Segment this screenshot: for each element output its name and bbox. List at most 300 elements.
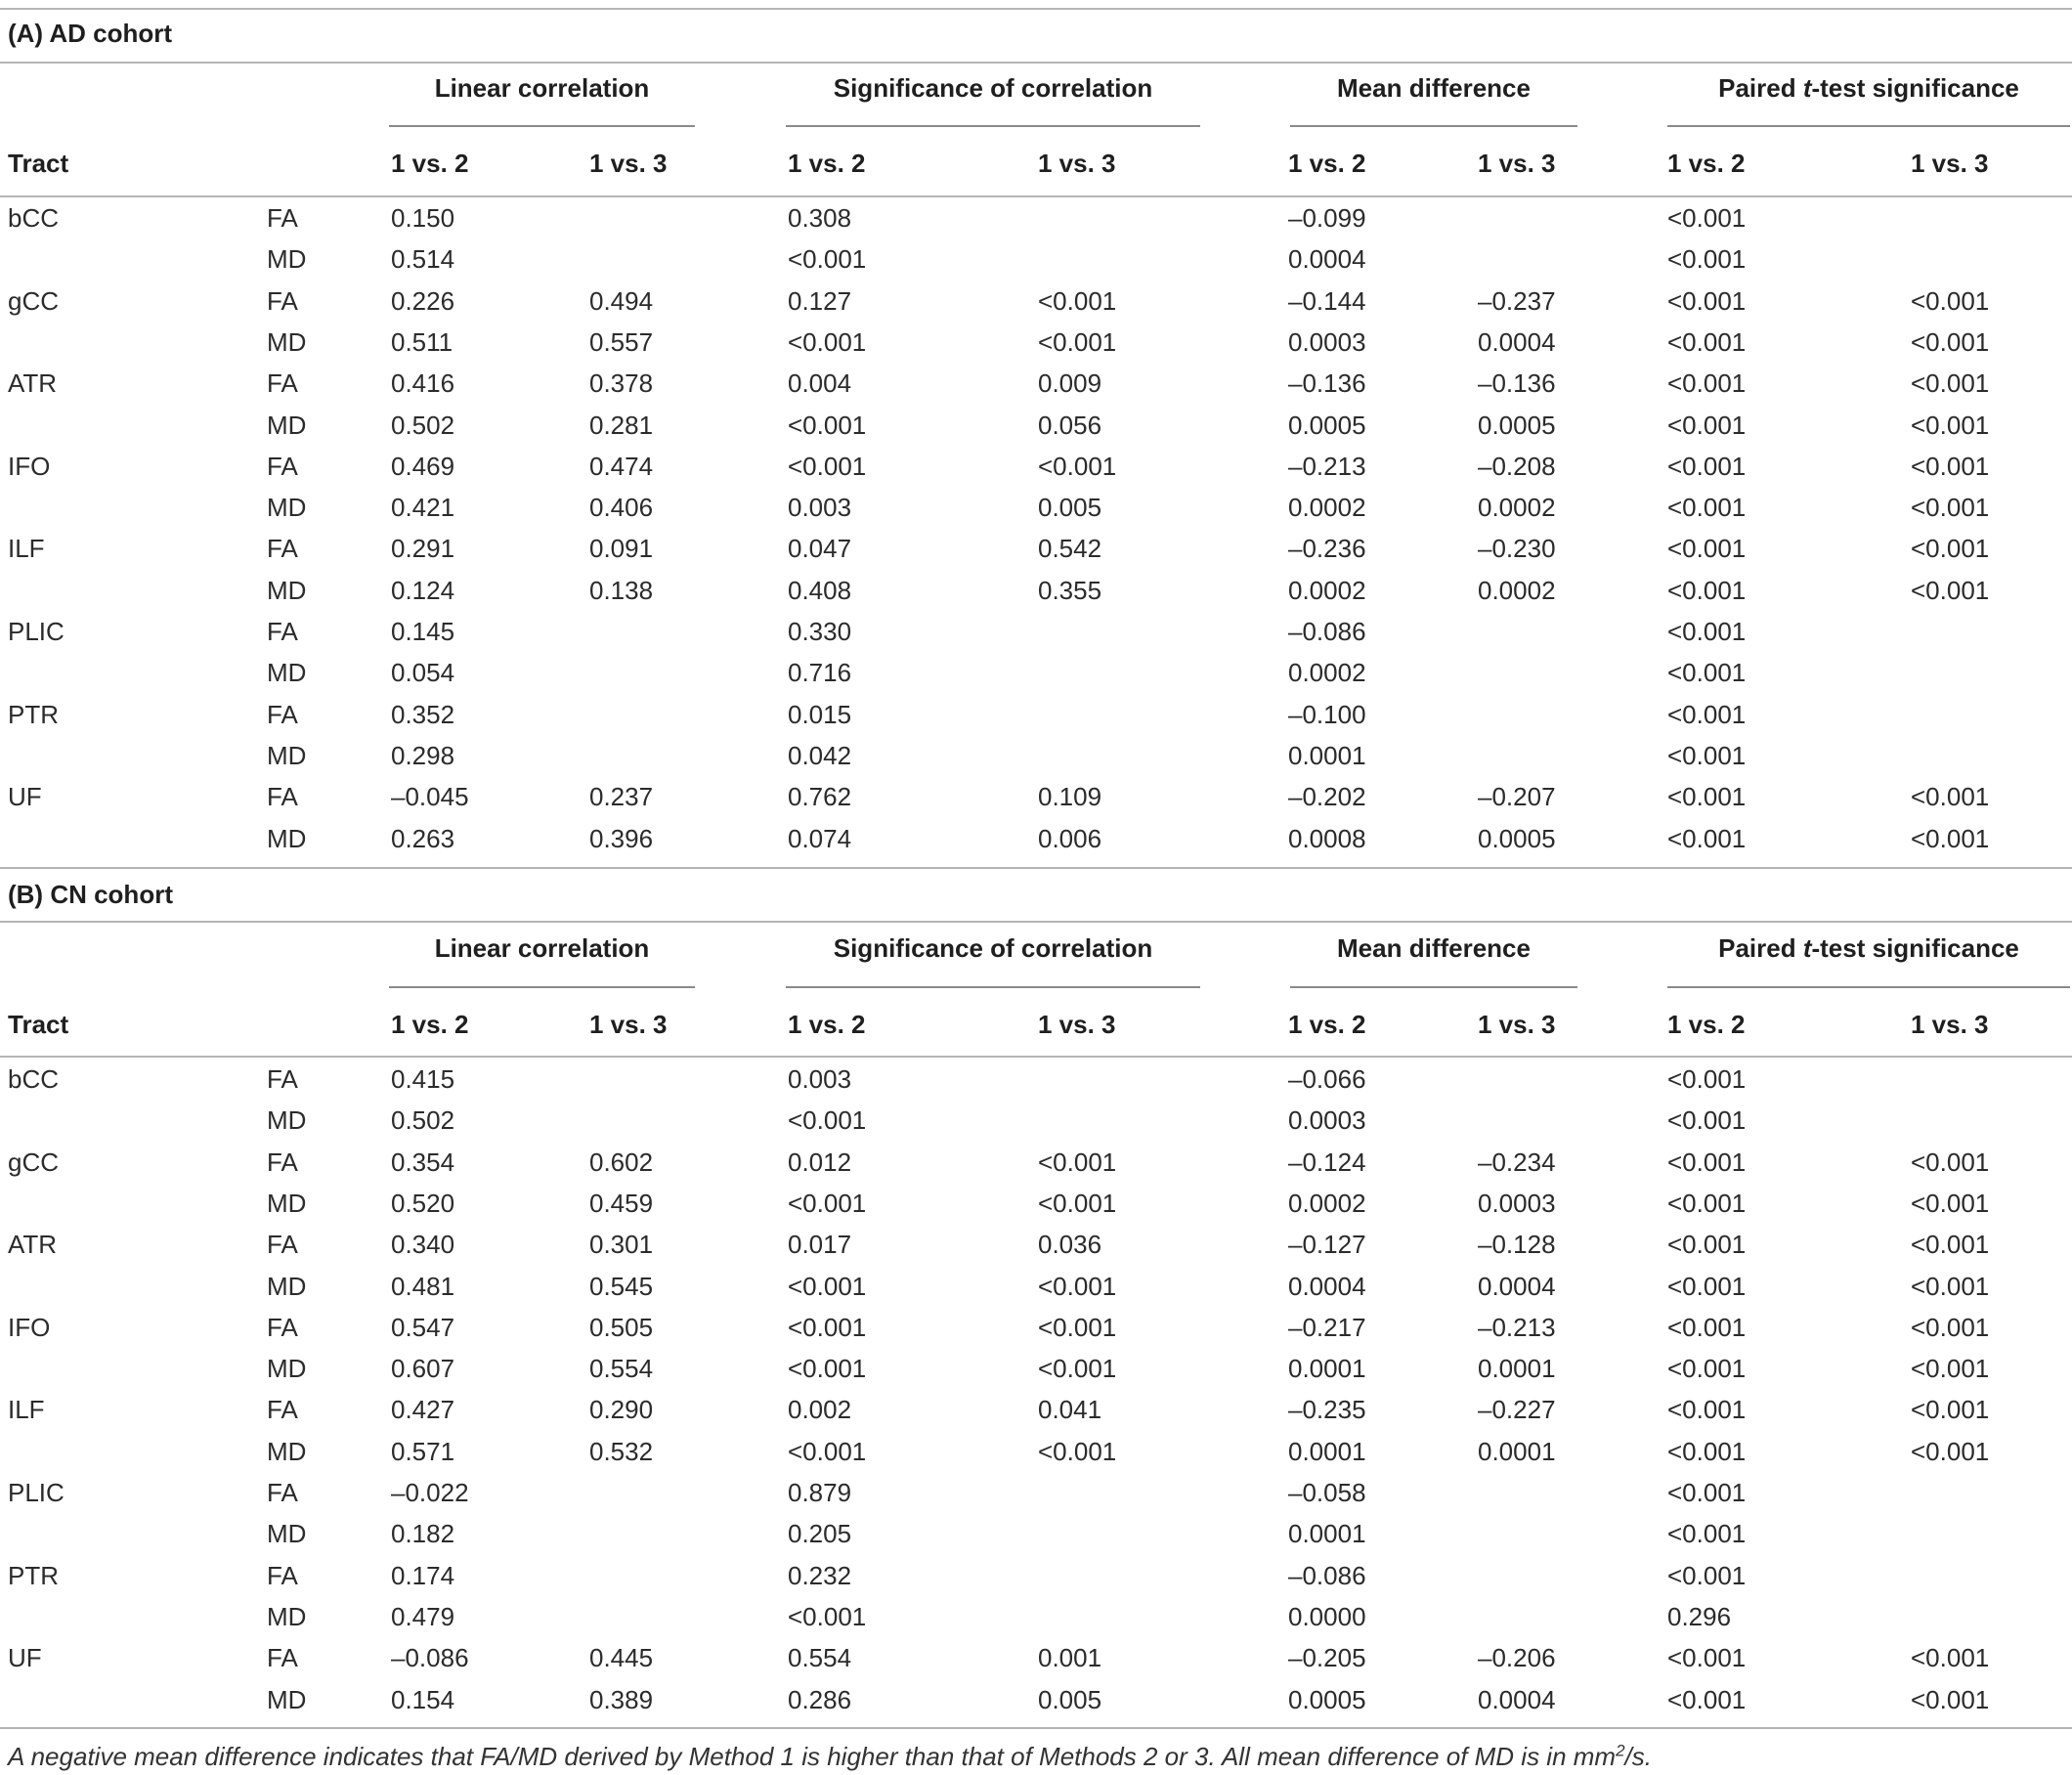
ad-cohort-col-header-lc12: 1 vs. 2 xyxy=(391,149,469,178)
paired-t-italic: t xyxy=(1802,73,1812,103)
cn-cohort-cell-pt13: <0.001 xyxy=(1911,1684,1990,1714)
cn-cohort-col-header-md13: 1 vs. 3 xyxy=(1478,1010,1556,1039)
cn-cohort-cell-pt12: <0.001 xyxy=(1667,1643,1747,1673)
cn-cohort-cell-md12: –0.124 xyxy=(1288,1147,1366,1177)
ad-cohort-row-metric-label: FA xyxy=(267,699,298,729)
ad-cohort-row-tract-label: bCC xyxy=(8,203,60,233)
cn-cohort-row-metric-label: MD xyxy=(267,1105,307,1136)
cn-cohort-group-header-significance: Significance of correlation xyxy=(833,933,1153,963)
ad-cohort-cell-pt12: <0.001 xyxy=(1667,451,1747,481)
cn-cohort-cell-md12: –0.086 xyxy=(1288,1560,1366,1590)
cn-cohort-col-header-sc13: 1 vs. 3 xyxy=(1038,1010,1116,1039)
ad-cohort-row-metric-label: FA xyxy=(267,782,298,812)
cn-cohort-row-metric-label: FA xyxy=(267,1147,298,1177)
cn-cohort-cell-pt12: <0.001 xyxy=(1667,1147,1747,1177)
ad-cohort-row-metric-label: FA xyxy=(267,451,298,481)
cn-cohort-col-header-tract: Tract xyxy=(8,1010,69,1039)
cn-cohort-cell-sc12: 0.205 xyxy=(788,1519,852,1549)
paired-prefix: Paired xyxy=(1718,73,1803,103)
cn-cohort-group-header-mean-difference: Mean difference xyxy=(1337,933,1531,963)
ad-cohort-cell-pt13: <0.001 xyxy=(1911,451,1990,481)
ad-cohort-cell-pt12: <0.001 xyxy=(1667,244,1747,275)
ad-cohort-col-header-lc13: 1 vs. 3 xyxy=(589,149,668,178)
cn-cohort-cell-md12: –0.066 xyxy=(1288,1064,1366,1094)
ad-cohort-cell-md12: 0.0005 xyxy=(1288,410,1366,440)
cn-cohort-cell-sc13: <0.001 xyxy=(1038,1188,1117,1218)
cn-cohort-cell-lc12: 0.502 xyxy=(391,1105,455,1136)
ad-cohort-row-tract-label: ILF xyxy=(8,534,45,564)
ad-cohort-cell-lc12: 0.145 xyxy=(391,617,455,646)
ad-cohort-cell-md12: –0.136 xyxy=(1288,368,1366,399)
cn-cohort-cell-sc12: 0.017 xyxy=(788,1230,852,1260)
cn-cohort-col-header-lc12: 1 vs. 2 xyxy=(391,1010,469,1039)
cn-cohort-cell-pt13: <0.001 xyxy=(1911,1188,1990,1218)
ad-cohort-cell-pt12: <0.001 xyxy=(1667,740,1747,770)
cn-cohort-cell-lc12: 0.547 xyxy=(391,1312,455,1342)
ad-cohort-cell-md12: –0.086 xyxy=(1288,617,1366,646)
cn-cohort-cell-md12: 0.0000 xyxy=(1288,1601,1366,1631)
cn-cohort-header-rule xyxy=(0,1056,2072,1058)
ad-cohort-col-header-pt12: 1 vs. 2 xyxy=(1667,149,1746,178)
cn-cohort-row-metric-label: FA xyxy=(267,1643,298,1673)
cn-cohort-cell-pt12: 0.296 xyxy=(1667,1601,1732,1631)
cn-cohort-cell-lc12: –0.022 xyxy=(391,1478,469,1507)
cn-cohort-cell-sc12: <0.001 xyxy=(788,1105,867,1136)
cn-cohort-cell-pt12: <0.001 xyxy=(1667,1271,1747,1301)
ad-cohort-cell-md12: 0.0002 xyxy=(1288,658,1366,688)
cn-cohort-group-header-paired-ttest-underline xyxy=(1667,986,2070,988)
ad-cohort-col-header-md13: 1 vs. 3 xyxy=(1478,149,1556,178)
cn-cohort-cell-pt13: <0.001 xyxy=(1911,1230,1990,1260)
cn-cohort-cell-sc12: 0.003 xyxy=(788,1064,852,1094)
ad-cohort-cell-md12: 0.0003 xyxy=(1288,326,1366,357)
cn-cohort-row-metric-label: FA xyxy=(267,1560,298,1590)
ad-cohort-row-tract-label: PTR xyxy=(8,699,59,729)
cn-cohort-cell-lc13: 0.545 xyxy=(589,1271,654,1301)
cn-cohort-cell-md13: –0.227 xyxy=(1478,1395,1556,1425)
cn-cohort-cell-lc12: 0.520 xyxy=(391,1188,455,1218)
ad-cohort-group-header-significance-underline xyxy=(786,125,1200,127)
cn-cohort-cell-md12: –0.235 xyxy=(1288,1395,1366,1425)
ad-cohort-cell-pt12: <0.001 xyxy=(1667,410,1747,440)
ad-cohort-row-metric-label: MD xyxy=(267,326,307,357)
ad-cohort-cell-pt12: <0.001 xyxy=(1667,203,1747,233)
ad-cohort-cell-sc12: 0.330 xyxy=(788,617,852,646)
ad-cohort-section-title: (A) AD cohort xyxy=(8,19,173,48)
ad-cohort-cell-pt12: <0.001 xyxy=(1667,823,1747,853)
ad-cohort-cell-md13: 0.0005 xyxy=(1478,410,1556,440)
ad-cohort-row-tract-label: ATR xyxy=(8,368,58,399)
cn-cohort-col-header-pt12: 1 vs. 2 xyxy=(1667,1010,1746,1039)
ad-cohort-cell-lc12: 0.421 xyxy=(391,493,455,523)
cn-cohort-row-metric-label: MD xyxy=(267,1354,307,1384)
ad-cohort-row-metric-label: MD xyxy=(267,493,307,523)
ad-cohort-cell-pt12: <0.001 xyxy=(1667,699,1747,729)
ad-cohort-cell-sc13: 0.109 xyxy=(1038,782,1102,812)
ad-cohort-row-metric-label: FA xyxy=(267,285,298,316)
footnote-text: A negative mean difference indicates that FA/MD derived by Method 1 is higher than that of Methods 2 or 3. All mean difference of MD is in mm xyxy=(8,1742,1617,1771)
cn-cohort-row-metric-label: MD xyxy=(267,1684,307,1714)
ad-cohort-row-metric-label: MD xyxy=(267,740,307,770)
ad-cohort-row-metric-label: MD xyxy=(267,244,307,275)
ad-cohort-cell-lc13: 0.138 xyxy=(589,575,654,605)
ad-cohort-cell-pt13: <0.001 xyxy=(1911,493,1990,523)
cn-cohort-label-rule xyxy=(0,921,2072,923)
ad-cohort-row-tract-label: gCC xyxy=(8,285,60,316)
ad-cohort-cell-lc12: 0.298 xyxy=(391,740,455,770)
cn-cohort-cell-lc13: 0.459 xyxy=(589,1188,654,1218)
ad-cohort-row-metric-label: MD xyxy=(267,823,307,853)
ad-cohort-col-header-sc13: 1 vs. 3 xyxy=(1038,149,1116,178)
ad-cohort-cell-lc12: 0.226 xyxy=(391,285,455,316)
cn-cohort-row-metric-label: FA xyxy=(267,1064,298,1094)
ad-cohort-label-rule xyxy=(0,62,2072,64)
cn-cohort-cell-sc12: 0.879 xyxy=(788,1478,852,1507)
ad-cohort-cell-md12: –0.236 xyxy=(1288,534,1366,564)
cn-cohort-cell-sc13: 0.001 xyxy=(1038,1643,1102,1673)
ad-cohort-cell-md12: 0.0001 xyxy=(1288,740,1366,770)
cn-cohort-row-tract-label: PTR xyxy=(8,1560,59,1590)
cn-cohort-cell-md13: 0.0001 xyxy=(1478,1436,1556,1466)
cn-cohort-row-metric-label: MD xyxy=(267,1188,307,1218)
cn-cohort-cell-pt12: <0.001 xyxy=(1667,1230,1747,1260)
ad-cohort-cell-sc13: 0.009 xyxy=(1038,368,1102,399)
ad-cohort-cell-pt13: <0.001 xyxy=(1911,534,1990,564)
cn-cohort-col-header-pt13: 1 vs. 3 xyxy=(1911,1010,1989,1039)
ad-cohort-row-metric-label: MD xyxy=(267,410,307,440)
cn-cohort-cell-md13: 0.0001 xyxy=(1478,1354,1556,1384)
cn-cohort-cell-sc12: <0.001 xyxy=(788,1436,867,1466)
ad-cohort-cell-lc12: 0.469 xyxy=(391,451,455,481)
ad-cohort-cell-pt13: <0.001 xyxy=(1911,575,1990,605)
footnote-unit-suffix: /s. xyxy=(1624,1742,1652,1771)
ad-cohort-cell-sc12: 0.308 xyxy=(788,203,852,233)
cn-cohort-row-tract-label: ILF xyxy=(8,1395,45,1425)
cn-cohort-cell-pt12: <0.001 xyxy=(1667,1519,1747,1549)
cn-cohort-row-metric-label: MD xyxy=(267,1601,307,1631)
cn-cohort-group-header-mean-difference-underline xyxy=(1290,986,1577,988)
ad-cohort-cell-md13: 0.0002 xyxy=(1478,575,1556,605)
ad-cohort-cell-lc12: 0.416 xyxy=(391,368,455,399)
ad-cohort-cell-pt12: <0.001 xyxy=(1667,782,1747,812)
ad-cohort-cell-pt13: <0.001 xyxy=(1911,326,1990,357)
ad-cohort-cell-lc13: 0.281 xyxy=(589,410,654,440)
ad-cohort-cell-lc13: 0.406 xyxy=(589,493,654,523)
cn-cohort-row-metric-label: FA xyxy=(267,1478,298,1507)
cn-cohort-row-metric-label: MD xyxy=(267,1436,307,1466)
cn-cohort-cell-pt12: <0.001 xyxy=(1667,1188,1747,1218)
cn-cohort-cell-lc12: 0.340 xyxy=(391,1230,455,1260)
ad-cohort-cell-md12: 0.0002 xyxy=(1288,493,1366,523)
cn-cohort-row-tract-label: UF xyxy=(8,1643,42,1673)
cn-cohort-cell-pt12: <0.001 xyxy=(1667,1395,1747,1425)
ad-cohort-cell-sc12: 0.074 xyxy=(788,823,852,853)
ad-cohort-cell-lc12: 0.291 xyxy=(391,534,455,564)
cn-cohort-row-tract-label: PLIC xyxy=(8,1478,65,1507)
ad-cohort-cell-sc12: 0.003 xyxy=(788,493,852,523)
cn-cohort-col-header-md12: 1 vs. 2 xyxy=(1288,1010,1366,1039)
cn-cohort-section-title: (B) CN cohort xyxy=(8,880,173,909)
ad-cohort-cell-sc12: 0.047 xyxy=(788,534,852,564)
ad-cohort-group-header-paired-ttest xyxy=(1718,73,2019,103)
ad-cohort-cell-lc13: 0.396 xyxy=(589,823,654,853)
cn-cohort-cell-lc12: 0.481 xyxy=(391,1271,455,1301)
cn-cohort-cell-lc13: 0.301 xyxy=(589,1230,654,1260)
ad-cohort-cell-lc13: 0.557 xyxy=(589,326,654,357)
cn-cohort-cell-lc13: 0.389 xyxy=(589,1684,654,1714)
ad-cohort-row-tract-label: UF xyxy=(8,782,42,812)
cn-cohort-row-tract-label: gCC xyxy=(8,1147,60,1177)
cn-cohort-cell-sc12: 0.286 xyxy=(788,1684,852,1714)
ad-cohort-cell-md13: –0.237 xyxy=(1478,285,1556,316)
cn-cohort-cell-pt12: <0.001 xyxy=(1667,1436,1747,1466)
cn-cohort-cell-pt12: <0.001 xyxy=(1667,1684,1747,1714)
ad-cohort-cell-sc12: 0.716 xyxy=(788,658,852,688)
cn-cohort-cell-lc12: 0.354 xyxy=(391,1147,455,1177)
cn-cohort-cell-pt13: <0.001 xyxy=(1911,1147,1990,1177)
ad-cohort-row-tract-label: PLIC xyxy=(8,617,65,646)
cn-cohort-cell-lc12: –0.086 xyxy=(391,1643,469,1673)
cn-cohort-cell-md12: 0.0001 xyxy=(1288,1436,1366,1466)
ad-cohort-cell-lc12: 0.054 xyxy=(391,658,455,688)
ad-cohort-col-header-tract: Tract xyxy=(8,149,69,178)
cn-cohort-row-metric-label: MD xyxy=(267,1271,307,1301)
cn-cohort-cell-sc12: <0.001 xyxy=(788,1271,867,1301)
ad-cohort-cell-sc13: <0.001 xyxy=(1038,451,1117,481)
cn-cohort-cell-sc12: 0.232 xyxy=(788,1560,852,1590)
cn-cohort-cell-pt13: <0.001 xyxy=(1911,1354,1990,1384)
ad-cohort-group-header-paired-ttest-underline xyxy=(1667,125,2070,127)
cn-cohort-cell-md12: 0.0001 xyxy=(1288,1519,1366,1549)
cn-cohort-row-tract-label: bCC xyxy=(8,1064,60,1094)
paired-suffix: -test significance xyxy=(1811,933,2019,963)
cn-cohort-cell-pt12: <0.001 xyxy=(1667,1064,1747,1094)
cn-cohort-cell-sc13: <0.001 xyxy=(1038,1436,1117,1466)
ad-cohort-cell-md12: –0.100 xyxy=(1288,699,1366,729)
paired-suffix: -test significance xyxy=(1811,73,2019,103)
ad-cohort-cell-md12: –0.144 xyxy=(1288,285,1366,316)
ad-cohort-cell-pt13: <0.001 xyxy=(1911,368,1990,399)
cn-cohort-cell-md13: –0.234 xyxy=(1478,1147,1556,1177)
cn-cohort-cell-md12: –0.217 xyxy=(1288,1312,1366,1342)
cn-cohort-cell-pt12: <0.001 xyxy=(1667,1312,1747,1342)
cn-cohort-cell-md12: 0.0004 xyxy=(1288,1271,1366,1301)
cn-cohort-cell-md13: –0.213 xyxy=(1478,1312,1556,1342)
ad-cohort-cell-md13: –0.208 xyxy=(1478,451,1556,481)
ad-cohort-cell-lc13: 0.494 xyxy=(589,285,654,316)
cn-cohort-row-tract-label: IFO xyxy=(8,1312,51,1342)
cn-cohort-cell-sc13: <0.001 xyxy=(1038,1354,1117,1384)
cn-cohort-cell-sc12: <0.001 xyxy=(788,1188,867,1218)
cn-cohort-cell-md13: 0.0004 xyxy=(1478,1684,1556,1714)
ad-cohort-row-metric-label: MD xyxy=(267,658,307,688)
cn-cohort-cell-md13: –0.128 xyxy=(1478,1230,1556,1260)
ad-cohort-row-metric-label: FA xyxy=(267,534,298,564)
table-footnote xyxy=(8,1742,1652,1771)
cn-cohort-cell-pt13: <0.001 xyxy=(1911,1643,1990,1673)
cn-cohort-cell-sc13: <0.001 xyxy=(1038,1312,1117,1342)
paired-t-italic: t xyxy=(1802,933,1812,963)
ad-cohort-cell-sc13: <0.001 xyxy=(1038,285,1117,316)
cn-cohort-cell-sc13: 0.036 xyxy=(1038,1230,1102,1260)
ad-cohort-cell-lc13: 0.237 xyxy=(589,782,654,812)
ad-cohort-group-header-linear-correlation-underline xyxy=(389,125,695,127)
cn-cohort-cell-pt12: <0.001 xyxy=(1667,1560,1747,1590)
ad-cohort-cell-pt13: <0.001 xyxy=(1911,410,1990,440)
cn-cohort-cell-lc12: 0.427 xyxy=(391,1395,455,1425)
ad-cohort-cell-sc13: <0.001 xyxy=(1038,326,1117,357)
cn-cohort-cell-md13: 0.0003 xyxy=(1478,1188,1556,1218)
ad-cohort-group-header-mean-difference-underline xyxy=(1290,125,1577,127)
cn-cohort-cell-lc12: 0.479 xyxy=(391,1601,455,1631)
cn-cohort-cell-md12: –0.127 xyxy=(1288,1230,1366,1260)
cn-cohort-cell-pt13: <0.001 xyxy=(1911,1312,1990,1342)
ad-cohort-cell-lc12: 0.150 xyxy=(391,203,455,233)
ad-cohort-row-metric-label: FA xyxy=(267,617,298,646)
ad-cohort-cell-lc12: 0.263 xyxy=(391,823,455,853)
ad-cohort-cell-sc12: 0.004 xyxy=(788,368,852,399)
ad-cohort-group-header-significance: Significance of correlation xyxy=(833,73,1153,103)
ad-cohort-cell-pt12: <0.001 xyxy=(1667,326,1747,357)
ad-cohort-col-header-sc12: 1 vs. 2 xyxy=(788,149,866,178)
cn-cohort-cell-lc13: 0.445 xyxy=(589,1643,654,1673)
cn-cohort-cell-lc12: 0.154 xyxy=(391,1684,455,1714)
cn-cohort-cell-lc12: 0.571 xyxy=(391,1436,455,1466)
cn-cohort-row-metric-label: FA xyxy=(267,1395,298,1425)
ad-cohort-cell-pt12: <0.001 xyxy=(1667,285,1747,316)
cn-cohort-cell-sc12: <0.001 xyxy=(788,1354,867,1384)
ad-cohort-cell-md13: 0.0004 xyxy=(1478,326,1556,357)
ad-cohort-cell-sc12: <0.001 xyxy=(788,326,867,357)
cn-cohort-group-header-significance-underline xyxy=(786,986,1200,988)
cn-cohort-cell-md12: 0.0003 xyxy=(1288,1105,1366,1136)
cn-cohort-col-header-lc13: 1 vs. 3 xyxy=(589,1010,668,1039)
cn-cohort-cell-pt12: <0.001 xyxy=(1667,1354,1747,1384)
ad-cohort-cell-lc12: 0.352 xyxy=(391,699,455,729)
cn-cohort-cell-lc12: 0.182 xyxy=(391,1519,455,1549)
cn-cohort-row-metric-label: FA xyxy=(267,1230,298,1260)
ad-cohort-cell-md12: –0.202 xyxy=(1288,782,1366,812)
cn-cohort-cell-pt12: <0.001 xyxy=(1667,1105,1747,1136)
ad-cohort-row-tract-label: IFO xyxy=(8,451,51,481)
ad-cohort-cell-sc13: 0.355 xyxy=(1038,575,1102,605)
ad-cohort-row-metric-label: FA xyxy=(267,368,298,399)
cn-cohort-cell-lc13: 0.505 xyxy=(589,1312,654,1342)
ad-cohort-cell-sc13: 0.006 xyxy=(1038,823,1102,853)
ad-cohort-cell-md12: –0.099 xyxy=(1288,203,1366,233)
ad-cohort-cell-lc12: 0.511 xyxy=(391,326,453,357)
ad-cohort-cell-sc12: 0.042 xyxy=(788,740,852,770)
ad-cohort-cell-pt13: <0.001 xyxy=(1911,285,1990,316)
cn-cohort-cell-md13: 0.0004 xyxy=(1478,1271,1556,1301)
paired-prefix: Paired xyxy=(1718,933,1803,963)
ad-cohort-row-metric-label: FA xyxy=(267,203,298,233)
ad-cohort-cell-sc13: 0.542 xyxy=(1038,534,1102,564)
cn-cohort-group-header-paired-ttest xyxy=(1718,933,2019,963)
cn-cohort-cell-pt12: <0.001 xyxy=(1667,1478,1747,1507)
ad-cohort-cell-lc13: 0.378 xyxy=(589,368,654,399)
ad-cohort-cell-md12: 0.0008 xyxy=(1288,823,1366,853)
ad-cohort-cell-pt12: <0.001 xyxy=(1667,368,1747,399)
ad-cohort-cell-sc12: <0.001 xyxy=(788,244,867,275)
ad-cohort-cell-sc12: 0.762 xyxy=(788,782,852,812)
section-divider-rule xyxy=(0,867,2072,869)
cn-cohort-cell-md12: –0.058 xyxy=(1288,1478,1366,1507)
ad-cohort-cell-pt12: <0.001 xyxy=(1667,575,1747,605)
cn-cohort-cell-pt13: <0.001 xyxy=(1911,1436,1990,1466)
ad-cohort-cell-md13: –0.136 xyxy=(1478,368,1556,399)
cn-cohort-row-metric-label: MD xyxy=(267,1519,307,1549)
cn-cohort-cell-lc13: 0.290 xyxy=(589,1395,654,1425)
ad-cohort-cell-pt12: <0.001 xyxy=(1667,534,1747,564)
cn-cohort-cell-sc12: <0.001 xyxy=(788,1601,867,1631)
footnote-superscript: 2 xyxy=(1616,1741,1625,1760)
cn-cohort-cell-sc13: 0.041 xyxy=(1038,1395,1102,1425)
cn-cohort-cell-sc13: <0.001 xyxy=(1038,1271,1117,1301)
cn-cohort-cell-lc13: 0.554 xyxy=(589,1354,654,1384)
cn-cohort-cell-md12: 0.0001 xyxy=(1288,1354,1366,1384)
ad-cohort-cell-sc12: 0.127 xyxy=(788,285,852,316)
ad-cohort-cell-pt13: <0.001 xyxy=(1911,823,1990,853)
cn-cohort-cell-lc12: 0.607 xyxy=(391,1354,455,1384)
cn-cohort-row-tract-label: ATR xyxy=(8,1230,58,1260)
ad-cohort-cell-pt12: <0.001 xyxy=(1667,617,1747,646)
cn-cohort-cell-lc12: 0.415 xyxy=(391,1064,455,1094)
ad-cohort-cell-lc12: –0.045 xyxy=(391,782,469,812)
cn-cohort-cell-sc12: 0.554 xyxy=(788,1643,852,1673)
ad-cohort-col-header-md12: 1 vs. 2 xyxy=(1288,149,1366,178)
ad-cohort-cell-pt12: <0.001 xyxy=(1667,493,1747,523)
ad-cohort-cell-sc13: 0.005 xyxy=(1038,493,1102,523)
ad-cohort-col-header-pt13: 1 vs. 3 xyxy=(1911,149,1989,178)
cn-cohort-row-metric-label: FA xyxy=(267,1312,298,1342)
ad-cohort-cell-pt13: <0.001 xyxy=(1911,782,1990,812)
ad-cohort-cell-sc12: 0.408 xyxy=(788,575,852,605)
cn-cohort-cell-md12: 0.0002 xyxy=(1288,1188,1366,1218)
ad-cohort-cell-lc12: 0.514 xyxy=(391,244,455,275)
ad-cohort-cell-md13: 0.0002 xyxy=(1478,493,1556,523)
cn-cohort-cell-pt13: <0.001 xyxy=(1911,1395,1990,1425)
cn-cohort-cell-lc13: 0.602 xyxy=(589,1147,654,1177)
ad-cohort-cell-md13: 0.0005 xyxy=(1478,823,1556,853)
cn-cohort-cell-lc12: 0.174 xyxy=(391,1560,455,1590)
cn-cohort-cell-pt13: <0.001 xyxy=(1911,1271,1990,1301)
ad-cohort-cell-md12: –0.213 xyxy=(1288,451,1366,481)
ad-cohort-cell-pt12: <0.001 xyxy=(1667,658,1747,688)
cn-cohort-group-header-linear-correlation: Linear correlation xyxy=(434,933,650,963)
ad-cohort-cell-lc12: 0.502 xyxy=(391,410,455,440)
cn-cohort-cell-md12: 0.0005 xyxy=(1288,1684,1366,1714)
ad-cohort-cell-sc12: <0.001 xyxy=(788,410,867,440)
cn-cohort-cell-md12: –0.205 xyxy=(1288,1643,1366,1673)
table-top-rule xyxy=(0,8,2072,10)
cn-cohort-cell-sc12: 0.012 xyxy=(788,1147,852,1177)
table-bottom-rule xyxy=(0,1727,2072,1729)
ad-cohort-group-header-mean-difference: Mean difference xyxy=(1337,73,1531,103)
ad-cohort-cell-lc12: 0.124 xyxy=(391,575,455,605)
cn-cohort-cell-lc13: 0.532 xyxy=(589,1436,654,1466)
ad-cohort-row-metric-label: MD xyxy=(267,575,307,605)
ad-cohort-cell-sc12: 0.015 xyxy=(788,699,852,729)
ad-cohort-cell-lc13: 0.091 xyxy=(589,534,654,564)
ad-cohort-cell-sc13: 0.056 xyxy=(1038,410,1102,440)
ad-cohort-group-header-linear-correlation: Linear correlation xyxy=(434,73,650,103)
cn-cohort-cell-sc12: <0.001 xyxy=(788,1312,867,1342)
ad-cohort-cell-md13: –0.207 xyxy=(1478,782,1556,812)
cn-cohort-cell-sc13: 0.005 xyxy=(1038,1684,1102,1714)
cn-cohort-cell-sc12: 0.002 xyxy=(788,1395,852,1425)
ad-cohort-cell-md12: 0.0004 xyxy=(1288,244,1366,275)
